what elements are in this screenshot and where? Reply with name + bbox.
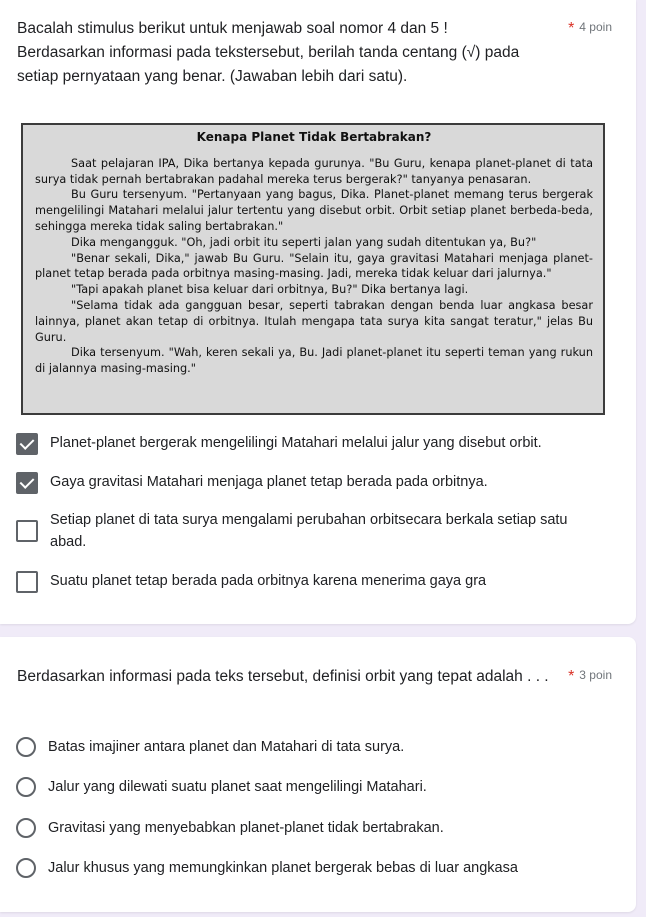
checkbox-checked-icon[interactable]	[16, 433, 38, 455]
checkbox-option-3[interactable]	[16, 509, 590, 553]
question-4-instruction: Berdasarkan informasi pada tekstersebut, berilah tanda centang (√) pada setiap pernyataan yang benar. (Jawaban lebih dari satu).	[17, 44, 520, 85]
radio-option-4[interactable]	[16, 857, 588, 879]
points-label: 3 poin	[579, 668, 612, 682]
option-label[interactable]: Jalur khusus yang memungkinkan planet bergerak bebas di luar angkasa	[48, 860, 518, 876]
option-label[interactable]: Setiap planet di tata surya mengalami perubahan orbitsecara berkala setiap satu abad.	[50, 512, 568, 550]
question-4-title: Bacalah stimulus berikut untuk menjawab soal nomor 4 dan 5 !	[17, 20, 448, 37]
question-4-header	[17, 17, 557, 89]
option-label[interactable]: Batas imajiner antara planet dan Matahari di tata surya.	[48, 739, 405, 755]
stimulus-paragraph: Dika mengangguk. "Oh, jadi orbit itu seperti jalan yang sudah ditentukan ya, Bu?"	[71, 235, 537, 249]
stimulus-paragraph: Dika tersenyum. "Wah, keren sekali ya, Bu. Jadi planet-planet itu seperti teman yang rukun di jalannya masing-masing."	[35, 346, 593, 376]
stimulus-paragraph: "Selama tidak ada gangguan besar, seperti tabrakan dengan benda luar angkasa besar lainnya, planet akan tetap di orbitnya. Itulah mengapa tata surya kita sangat teratur," jelas Bu Guru.	[35, 298, 593, 344]
required-asterisk: *	[568, 668, 575, 685]
stimulus-text-box	[21, 123, 605, 415]
radio-button-icon[interactable]	[16, 818, 36, 838]
question-5-points	[568, 668, 612, 686]
stimulus-paragraph: Saat pelajaran IPA, Dika bertanya kepada gurunya. "Bu Guru, kenapa planet-planet di tata surya tidak pernah bertabrakan padahal mereka terus bergerak?" tanyanya penasaran.	[35, 156, 593, 186]
question-5-title: Berdasarkan informasi pada teks tersebut, definisi orbit yang tepat adalah . . .	[17, 668, 549, 685]
option-label[interactable]: Jalur yang dilewati suatu planet saat mengelilingi Matahari.	[48, 779, 427, 795]
checkbox-unchecked-icon[interactable]	[16, 520, 38, 542]
checkbox-option-2[interactable]	[16, 471, 590, 494]
stimulus-paragraph: Bu Guru tersenyum. "Pertanyaan yang bagus, Dika. Planet-planet memang terus bergerak mengelilingi Matahari melalui jalur tertentu yang disebut orbit. Orbit setiap planet berbeda-beda, sehingga mereka tidak saling bertabrakan."	[35, 188, 593, 233]
stimulus-title: Kenapa Planet Tidak Bertabrakan?	[196, 130, 432, 144]
radio-option-1[interactable]	[16, 736, 588, 758]
option-label[interactable]: Gaya gravitasi Matahari menjaga planet tetap berada pada orbitnya.	[50, 474, 488, 490]
radio-option-3[interactable]	[16, 817, 588, 839]
radio-button-icon[interactable]	[16, 777, 36, 797]
question-card-5	[0, 637, 636, 912]
radio-button-icon[interactable]	[16, 737, 36, 757]
radio-option-2[interactable]	[16, 776, 588, 798]
checkbox-unchecked-icon[interactable]	[16, 571, 38, 593]
radio-button-icon[interactable]	[16, 858, 36, 878]
option-label[interactable]: Suatu planet tetap berada pada orbitnya karena menerima gaya gra	[50, 573, 487, 589]
checkbox-option-4[interactable]	[16, 570, 590, 593]
stimulus-paragraph: "Tapi apakah planet bisa keluar dari orbitnya, Bu?" Dika bertanya lagi.	[71, 283, 469, 297]
points-label: 4 poin	[579, 20, 612, 34]
question-4-points	[568, 20, 612, 38]
required-asterisk: *	[568, 20, 575, 37]
checkbox-option-1[interactable]	[16, 432, 590, 455]
option-label[interactable]: Planet-planet bergerak mengelilingi Matahari melalui jalur yang disebut orbit.	[50, 435, 542, 451]
stimulus-paragraph: "Benar sekali, Dika," jawab Bu Guru. "Selain itu, gaya gravitasi Matahari menjaga planet-planet tetap berada pada orbitnya masing-masing. Jadi, mereka tidak keluar dari jalurnya."	[35, 251, 593, 281]
checkbox-checked-icon[interactable]	[16, 472, 38, 494]
option-label[interactable]: Gravitasi yang menyebabkan planet-planet tidak bertabrakan.	[48, 820, 444, 836]
